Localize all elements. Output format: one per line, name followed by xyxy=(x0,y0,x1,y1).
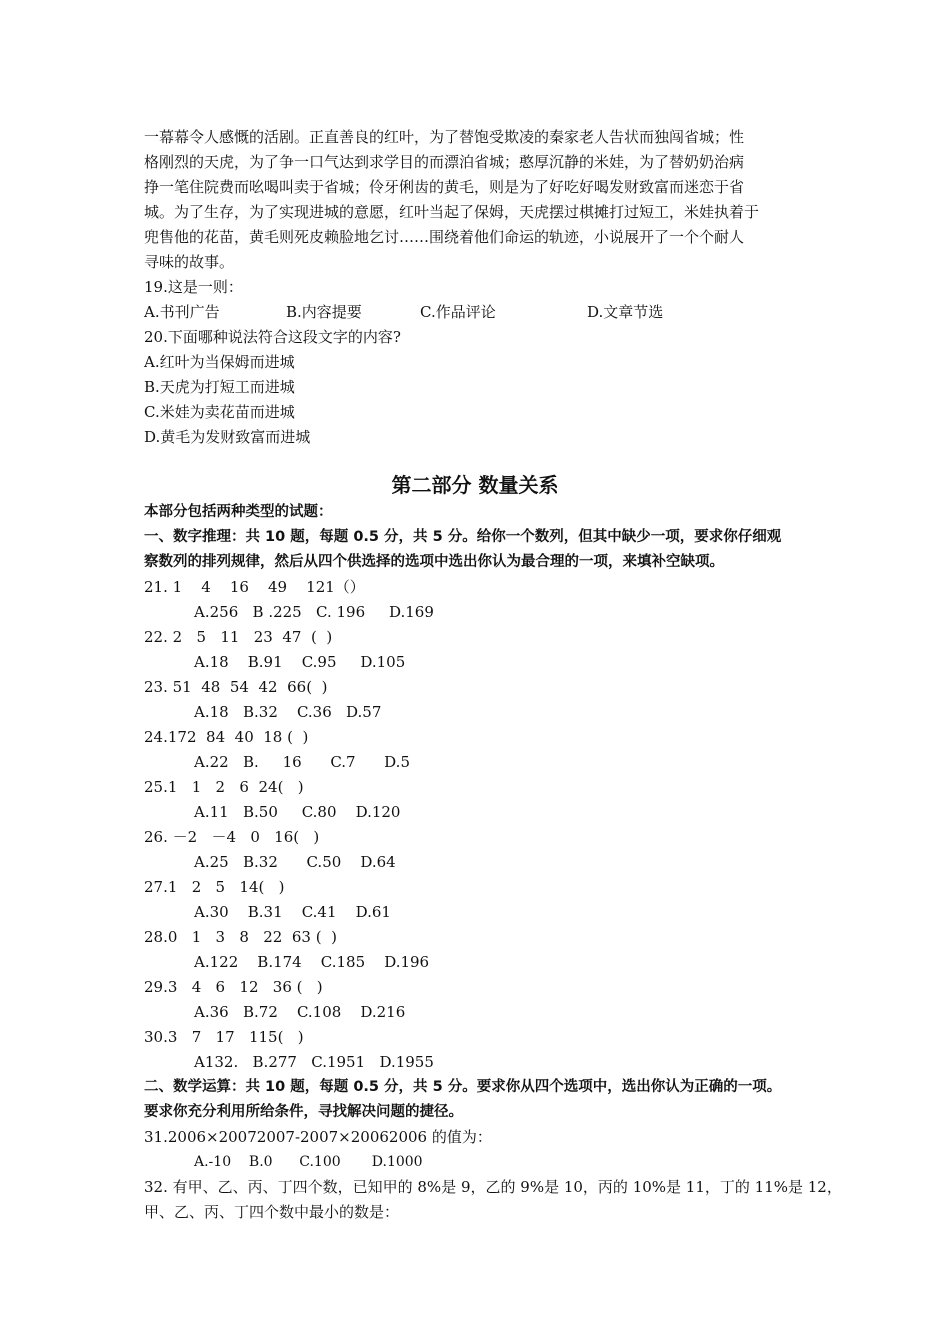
question-26: 26. －2 －4 0 16( ) xyxy=(144,828,320,846)
question-27: 27.1 2 5 14( ) xyxy=(144,878,285,896)
question-21: 21. 1 4 16 49 121（） xyxy=(144,578,365,596)
q20-option-d: D.黄毛为发财致富而进城 xyxy=(144,428,311,446)
section2-heading-cont: 要求你充分利用所给条件，寻找解决问题的捷径。 xyxy=(144,1104,463,1120)
question-20: 20.下面哪种说法符合这段文字的内容? xyxy=(144,328,401,346)
q20-option-a: A.红叶为当保姆而进城 xyxy=(144,353,295,371)
question-22: 22. 2 5 11 23 47 ( ) xyxy=(144,628,333,646)
q20-option-c: C.米娃为卖花苗而进城 xyxy=(144,403,295,421)
question-31: 31.2006×20072007-2007×20062006 的值为： xyxy=(144,1128,492,1146)
question-24: 24.172 84 40 18 ( ) xyxy=(144,728,309,746)
question-29: 29.3 4 6 12 36 ( ) xyxy=(144,978,323,996)
passage-line: 兜售他的花苗，黄毛则死皮赖脸地乞讨……围绕着他们命运的轨迹，小说展开了一个个耐人 xyxy=(144,228,745,246)
passage-line: 格刚烈的天虎，为了争一口气达到求学目的而漂泊省城；憨厚沉静的米娃，为了替奶奶治病 xyxy=(144,153,745,171)
q23-options: A.18 B.32 C.36 D.57 xyxy=(194,703,382,721)
passage-line: 挣一笔住院费而吆喝叫卖于省城；伶牙俐齿的黄毛，则是为了好吃好喝发财致富而迷恋于省 xyxy=(144,178,745,196)
question-32: 32. 有甲、乙、丙、丁四个数，已知甲的 8%是 9，乙的 9%是 10，丙的 10%是 11，丁的 11%是 12， xyxy=(144,1178,842,1196)
question-28: 28.0 1 3 8 22 63 ( ) xyxy=(144,928,337,946)
q26-options: A.25 B.32 C.50 D.64 xyxy=(194,853,396,871)
passage-line: 寻味的故事。 xyxy=(144,253,235,271)
q20-option-b: B.天虎为打短工而进城 xyxy=(144,378,295,396)
q27-options: A.30 B.31 C.41 D.61 xyxy=(194,903,391,921)
q22-options: A.18 B.91 C.95 D.105 xyxy=(194,653,406,671)
q19-option-d: D.文章节选 xyxy=(587,303,664,321)
section1-heading-cont: 察数列的排列规律，然后从四个供选择的选项中选出你认为最合理的一项，来填补空缺项。 xyxy=(144,554,724,570)
part2-intro: 本部分包括两种类型的试题： xyxy=(144,504,333,520)
question-25: 25.1 1 2 6 24( ) xyxy=(144,778,304,796)
section-title: 第二部分 数量关系 xyxy=(391,473,559,497)
q19-option-a: A.书刊广告 xyxy=(144,303,220,321)
section2-heading: 二、数学运算：共 10 题，每题 0.5 分，共 5 分。要求你从四个选项中，选出你认为正确的一项。 xyxy=(144,1079,782,1095)
q21-options: A.256 B .225 C. 196 D.169 xyxy=(194,603,434,621)
q29-options: A.36 B.72 C.108 D.216 xyxy=(194,1003,406,1021)
q19-option-c: C.作品评论 xyxy=(420,303,496,321)
q25-options: A.11 B.50 C.80 D.120 xyxy=(194,803,401,821)
question-32-cont: 甲、乙、丙、丁四个数中最小的数是： xyxy=(144,1203,400,1221)
passage-line: 一幕幕令人感慨的活剧。正直善良的红叶，为了替饱受欺凌的秦家老人告状而独闯省城；性 xyxy=(144,128,745,146)
q31-options: A.-10 B.0 C.100 D.1000 xyxy=(194,1154,423,1170)
question-19: 19.这是一则： xyxy=(144,278,243,296)
q24-options: A.22 B. 16 C.7 D.5 xyxy=(194,753,410,771)
q28-options: A.122 B.174 C.185 D.196 xyxy=(194,953,430,971)
question-23: 23. 51 48 54 42 66( ) xyxy=(144,678,328,696)
question-30: 30.3 7 17 115( ) xyxy=(144,1028,304,1046)
q19-option-b: B.内容提要 xyxy=(286,303,362,321)
passage-line: 城。为了生存，为了实现进城的意愿，红叶当起了保姆，天虎摆过棋摊打过短工，米娃执着于 xyxy=(144,203,760,221)
section1-heading: 一、数字推理：共 10 题，每题 0.5 分，共 5 分。给你一个数列，但其中缺少一项，要求你仔细观 xyxy=(144,529,782,545)
q30-options: A132. B.277 C.1951 D.1955 xyxy=(194,1053,434,1071)
